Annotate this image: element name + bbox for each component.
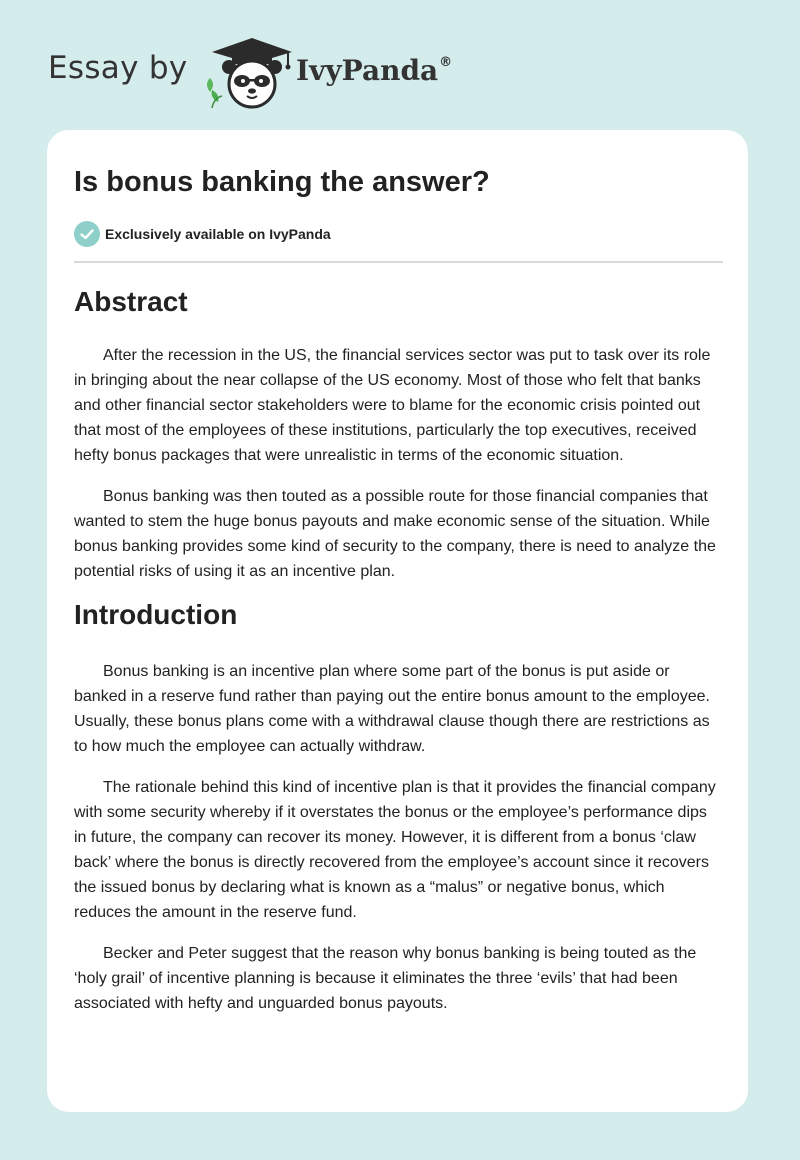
panda-graduate-logo-icon[interactable] <box>202 34 294 110</box>
exclusive-badge <box>74 221 331 247</box>
exclusive-badge-label: Exclusively available on IvyPanda <box>105 226 331 242</box>
paragraph: Becker and Peter suggest that the reason why bonus banking is being touted as the ‘holy grail’ of incentive planning is because it eliminates the three ‘evils’ that had been associated with hefty and unguarded bonus payouts. <box>74 945 697 1012</box>
check-circle-icon <box>74 221 100 247</box>
title-divider <box>74 261 723 263</box>
section-heading-introduction: Introduction <box>74 599 238 630</box>
registered-mark: ® <box>439 55 453 70</box>
site-header <box>48 34 548 114</box>
page-title: Is bonus banking the answer? <box>74 166 490 198</box>
essay-by-label: Essay by <box>48 50 188 86</box>
essay-card <box>47 130 748 1112</box>
section-heading-abstract: Abstract <box>74 286 188 317</box>
paragraph: The rationale behind this kind of incentive plan is that it provides the financial company with some security whereby if it overstates the bonus or the employee’s performance dips in future, the company can recover its money. However, it is different from a bonus ‘claw back’ where the bonus is directly recovered from the employee’s account since it recovers the issued bonus by declaring what is known as a “malus” or negative bonus, which reduces the amount in the reserve fund. <box>74 779 716 921</box>
paragraph: After the recession in the US, the financial services sector was put to task over its role in bringing about the near collapse of the US economy. Most of those who felt that banks and other financial sector stakeholders were to blame for the economic crisis pointed out that most of the employees of these institutions, particularly the top executives, received hefty bonus packages that were unrealistic in terms of the economic situation. <box>74 347 711 464</box>
brand-name[interactable]: IvyPanda® <box>296 54 453 87</box>
paragraph: Bonus banking was then touted as a possible route for those financial companies that wanted to stem the huge bonus payouts and make economic sense of the situation. While bonus banking provides some kind of security to the company, there is need to analyze the potential risks of using it as an incentive plan. <box>74 488 716 580</box>
essay-body <box>74 282 723 1016</box>
paragraph: Bonus banking is an incentive plan where some part of the bonus is put aside or banked in a reserve fund rather than paying out the entire bonus amount to the employee. Usually, these bonus plans come with a withdrawal clause though there are restrictions as to how much the employee can actually withdraw. <box>74 663 710 755</box>
